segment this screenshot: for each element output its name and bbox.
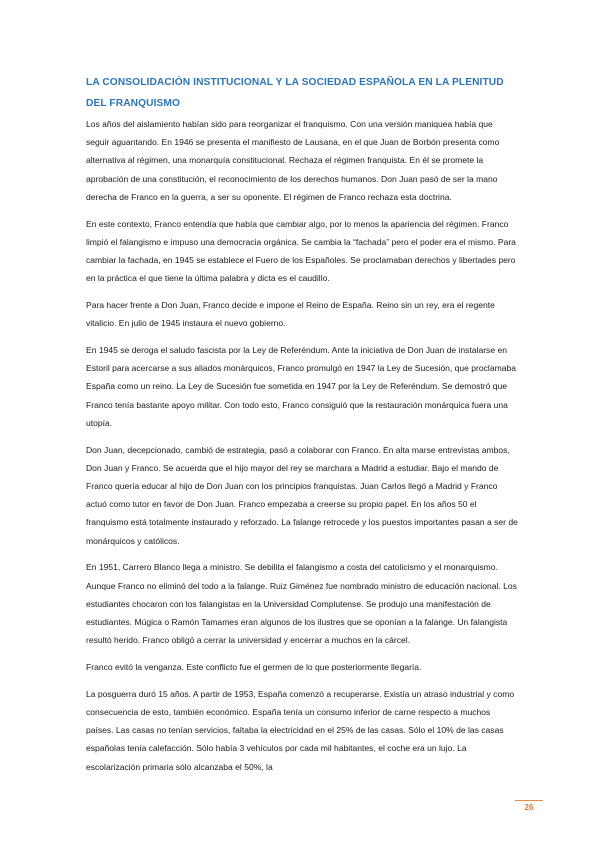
paragraph-7: Franco evitó la venganza. Este conflicto fue el germen de lo que posteriormente llegaría. — [86, 662, 422, 673]
paragraph-4: En 1945 se deroga el saludo fascista por la Ley de Referéndum. Ante la iniciativa de Don Juan de instalarse en Estoril para acercarse a sus aliados monárquicos, Franco promulgó en 1947 la Ley de Sucesión, que proclamaba España como un reino. La Ley de Sucesión fue sometida en 1947 por la Ley de Referéndum. Se demostró que Franco tenía bastante apoyo militar. Con todo esto, Franco consiguió que la restauración monárquica fuera una utopía. — [86, 345, 516, 428]
paragraph-2: En este contexto, Franco entendía que había que cambiar algo, por lo menos la apariencia del régimen. Franco limpió el falangismo e impuso una democracia orgánica. Se cambia la “fachada” pero el poder era el mismo. Para cambiar la fachada, en 1945 se establece el Fuero de los Españoles. Se proclamaban derechos y libertades pero en la práctica el que tiene la última palabra y dicta es el caudillo. — [86, 218, 516, 284]
section-title: LA CONSOLIDACIÓN INSTITUCIONAL Y LA SOCIEDAD ESPAÑOLA EN LA PLENITUD DEL FRANQUISMO — [86, 77, 504, 109]
paragraph-1: Los años del aislamiento habían sido para reorganizar el franquismo. Con una versión maniquea había que seguir aguantando. En 1946 se presenta el manifiesto de Lausana, en el que Juan de Borbón presenta como alternativa al régimen, una monarquía constitucional. Rechaza el régimen franquista. En él se promete la aprobación de una constitución, el reconocimiento de los derechos humanos. Don Juan pasó de ser la mano derecha de Franco en la guerra, a ser su oponente. El régimen de Franco rechaza esta doctrina. — [86, 119, 500, 202]
page-number: 26 — [524, 803, 534, 812]
paragraph-6: En 1951, Carrero Blanco llega a ministro. Se debilita el falangismo a costa del catolicismo y el monarquismo. Aunque Franco no eliminó del todo a la falange. Ruiz Giménez fue nombrado ministro de educación nacional. Los estudiantes chocaron con los falangistas en la Universidad Complutense. Se produjo una manifestación de estudiantes. Múgica o Ramón Tamames eran algunos de los ilustres que se oponían a la falange. Un falangista resultó herido. Franco obligó a cerrar la universidad y encerrar a muchos en la cárcel. — [86, 562, 517, 646]
document-page — [86, 72, 518, 784]
paragraph-8: La posguerra duró 15 años. A partir de 1953, España comenzó a recuperarse. Existía un atraso industrial y como consecuencia de esto, también económico. España tenía un consumo inferior de carne respecto a muchos países. Las casas no tenían servicios, faltaba la electricidad en el 25% de las casas. Sólo el 10% de las casas españolas tenía calefacción. Sólo había 3 vehículos por cada mil habitantes, el coche era un lujo. La escolarización primaria sólo alcanzaba el 50%, la — [86, 688, 515, 772]
paragraph-3: Para hacer frente a Don Juan, Franco decide e impone el Reino de España. Reino sin un rey, era el regente vitalicio. En julio de 1945 instaura el nuevo gobierno. — [86, 300, 495, 329]
footer-divider — [515, 800, 543, 801]
paragraph-5: Don Juan, decepcionado, cambió de estrategia, pasó a colaborar con Franco. En alta marse entrevistas ambos, Don Juan y Franco. Se acuerda que el hijo mayor del rey se marchara a Madrid a estudiar. Bajo el mando de Franco quería educar al hijo de Don Juan con los principios franquistas. Juan Carlos llegó a Madrid y Franco actuó como tutor en favor de Don Juan. Franco empezaba a creerse su propio papel. En los años 50 el franquismo está totalmente instaurado y reforzado. La falange retrocede y los puestos importantes pasan a ser de monárquicos y católicos. — [86, 444, 518, 546]
